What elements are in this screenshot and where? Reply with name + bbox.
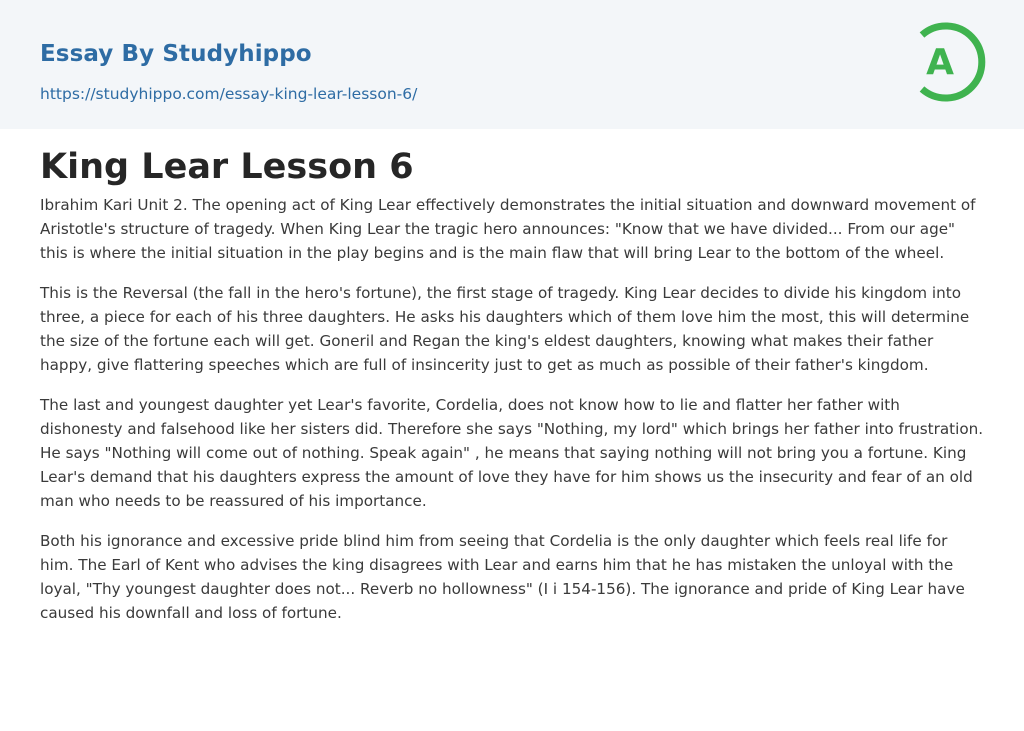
site-brand[interactable]: Essay By Studyhippo xyxy=(40,41,312,67)
essay-paragraph-4: Both his ignorance and excessive pride blind him from seeing that Cordelia is the only daughter which feels real life for him. The Earl of Kent who advises the king disagrees with Lear and earns him that he has mistaken the unloyal with the loyal, "Thy youngest daughter does not... Reverb no hollowness" (I i 154-156). The ignorance and pride of King Lear have caused his downfall and loss of fortune. xyxy=(40,532,965,623)
studyhippo-logo-icon[interactable] xyxy=(910,18,988,106)
essay-paragraph-3: The last and youngest daughter yet Lear's favorite, Cordelia, does not know how to lie and flatter her father with dishonesty and falsehood like her sisters did. Therefore she says "Nothing, my lord" which brings her father into frustration. He says "Nothing will come out of nothing. Speak again" , he means that saying nothing will not bring you a fortune. King Lear's demand that his daughters express the amount of love they have for him shows us the insecurity and fear of an old man who needs to be reassured of his importance. xyxy=(40,396,984,511)
logo-letter: A xyxy=(926,42,954,83)
site-header xyxy=(0,0,1024,129)
essay-paragraph-2: This is the Reversal (the fall in the hero's fortune), the first stage of tragedy. King Lear decides to divide his kingdom into three, a piece for each of his three daughters. He asks his daughters which of them love him the most, this will determine the size of the fortune each will get. Goneril and Regan the king's eldest daughters, knowing what makes their father happy, give flattering speeches which are full of insincerity just to get as much as possible of their father's kingdom. xyxy=(40,284,970,375)
essay-content xyxy=(0,129,1024,625)
essay-url-link[interactable]: https://studyhippo.com/essay-king-lear-lesson-6/ xyxy=(40,85,418,103)
essay-title: King Lear Lesson 6 xyxy=(40,147,414,187)
essay-paragraph-1: Ibrahim Kari Unit 2. The opening act of King Lear effectively demonstrates the initial situation and downward movement of Aristotle's structure of tragedy. When King Lear the tragic hero announces: "Know that we have divided... From our age" this is where the initial situation in the play begins and is the main flaw that will bring Lear to the bottom of the wheel. xyxy=(40,196,976,263)
